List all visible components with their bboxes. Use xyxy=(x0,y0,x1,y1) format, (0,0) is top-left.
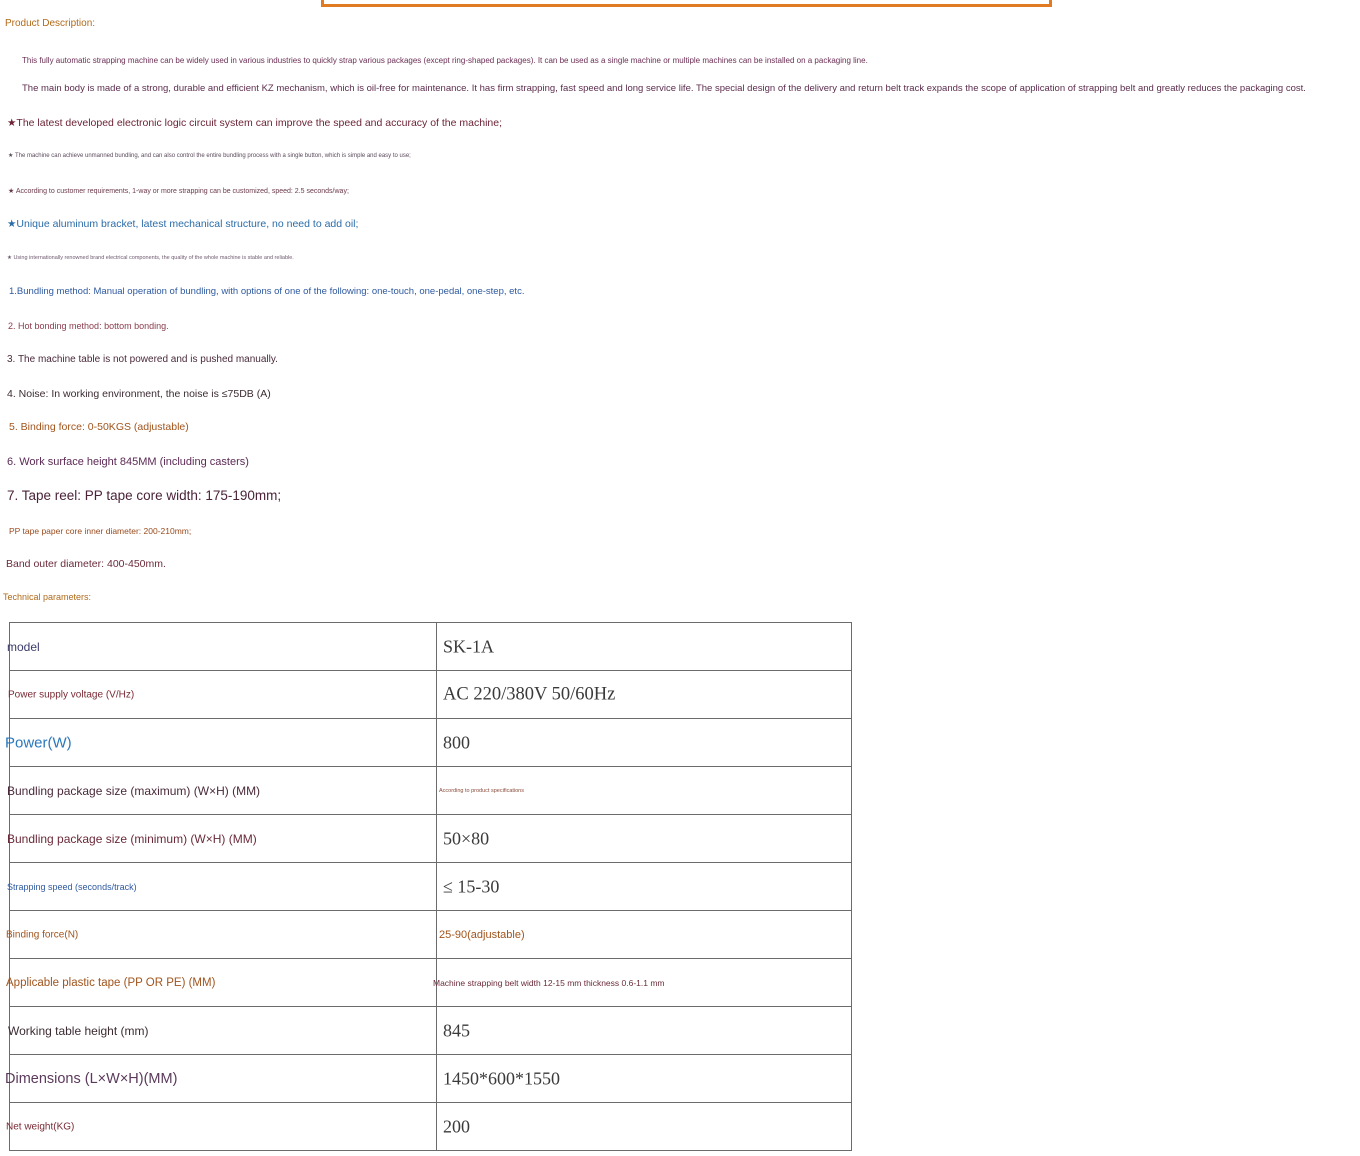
table-cell-label xyxy=(6,959,437,1007)
spec-item-2: 2. Hot bonding method: bottom bonding. xyxy=(8,321,169,331)
table-row xyxy=(10,1055,852,1103)
row-label: Power supply voltage (V/Hz) xyxy=(8,689,135,700)
table-cell-label xyxy=(10,1007,437,1055)
spec-item-3: 3. The machine table is not powered and is pushed manually. xyxy=(7,354,278,365)
table-cell-label xyxy=(7,863,437,911)
table-row xyxy=(10,959,852,1007)
row-label: Dimensions (L×W×H)(MM) xyxy=(5,1070,178,1087)
table-row xyxy=(10,671,852,719)
product-description-header: Product Description: xyxy=(5,18,96,29)
spec-item-5: 5. Binding force: 0-50KGS (adjustable) xyxy=(9,421,189,433)
table-cell-value xyxy=(437,863,852,911)
table-cell-value xyxy=(437,815,852,863)
table-cell-value xyxy=(437,623,852,671)
top-image-frame xyxy=(321,0,1052,7)
table-row xyxy=(10,767,852,815)
spec-item-4: 4. Noise: In working environment, the noise is ≤75DB (A) xyxy=(7,388,271,400)
spec-item-6: 6. Work surface height 845MM (including casters) xyxy=(7,456,249,468)
table-cell-value xyxy=(437,1007,852,1055)
table-cell-label xyxy=(7,623,437,671)
spec-item-1: 1.Bundling method: Manual operation of bundling, with options of one of the following: one-touch, one-pedal, one-step, etc. xyxy=(9,286,525,297)
table-cell-label xyxy=(6,1103,437,1151)
row-value: 1450*600*1550 xyxy=(443,1068,560,1088)
row-value: 50×80 xyxy=(443,828,490,848)
table-cell-label xyxy=(5,1055,437,1103)
row-label: Bundling package size (maximum) (W×H) (MM) xyxy=(7,783,261,798)
table-row xyxy=(10,1007,852,1055)
table-cell-label xyxy=(6,911,437,959)
table-cell-value xyxy=(437,911,852,959)
row-label: model xyxy=(7,639,40,654)
table-cell-value xyxy=(437,1055,852,1103)
feature-5: ★ Using internationally renowned brand electrical components, the quality of the whole machine is stable and reliable. xyxy=(7,255,294,261)
row-label: Applicable plastic tape (PP OR PE) (MM) xyxy=(6,976,216,989)
row-label: Net weight(KG) xyxy=(6,1121,75,1132)
row-value: According to product specifications xyxy=(439,787,524,794)
table-cell-label xyxy=(7,767,437,815)
table-row xyxy=(10,863,852,911)
technical-parameters-header: Technical parameters: xyxy=(3,592,92,602)
spec-item-7: 7. Tape reel: PP tape core width: 175-190mm; xyxy=(7,488,282,503)
feature-2: ★ The machine can achieve unmanned bundling, and can also control the entire bundling process with a single button, which is simple and easy to use; xyxy=(8,153,411,159)
table-cell-value xyxy=(437,719,852,767)
table-row xyxy=(10,911,852,959)
feature-4: ★Unique aluminum bracket, latest mechanical structure, no need to add oil; xyxy=(7,218,359,230)
row-value: 200 xyxy=(443,1116,470,1136)
feature-1: ★The latest developed electronic logic circuit system can improve the speed and accuracy of the machine; xyxy=(7,117,502,129)
row-value: Machine strapping belt width 12-15 mm thickness 0.6-1.1 mm xyxy=(433,977,665,988)
row-label: Bundling package size (minimum) (W×H) (MM) xyxy=(7,831,257,846)
row-label: Strapping speed (seconds/track) xyxy=(7,881,137,892)
row-value: SK-1A xyxy=(443,636,495,656)
table-cell-label xyxy=(7,815,437,863)
table-row xyxy=(10,815,852,863)
feature-3: ★ According to customer requirements, 1-way or more strapping can be customized, speed: 2.5 seconds/way; xyxy=(8,188,349,195)
spec-item-8: PP tape paper core inner diameter: 200-210mm; xyxy=(9,526,192,536)
table-cell-value xyxy=(437,1103,852,1151)
row-value: 800 xyxy=(443,732,470,752)
table-row xyxy=(10,719,852,767)
row-label: Working table height (mm) xyxy=(8,1023,149,1038)
table-row xyxy=(10,623,852,671)
table-cell-label xyxy=(10,671,437,719)
row-label: Binding force(N) xyxy=(6,929,79,940)
row-value: 25-90(adjustable) xyxy=(439,928,525,941)
row-value: 845 xyxy=(443,1020,470,1040)
table-row xyxy=(10,1103,852,1151)
row-value: AC 220/380V 50/60Hz xyxy=(443,684,616,704)
table-cell-value xyxy=(437,671,852,719)
description-line-1: This fully automatic strapping machine can be widely used in various industries to quickly strap various packages (except ring-shaped packages). It can be used as a single machine or multiple machines can be installed on a packaging line. xyxy=(22,56,868,65)
spec-item-9: Band outer diameter: 400-450mm. xyxy=(6,558,166,570)
description-line-2: The main body is made of a strong, durable and efficient KZ mechanism, which is oil-free for maintenance. It has firm strapping, fast speed and long service life. The special design of the delivery and return belt track expands the scope of application of strapping belt and greatly reduces the packaging cost. xyxy=(22,83,1306,94)
row-value: ≤ 15-30 xyxy=(443,876,500,896)
table-cell-value xyxy=(437,767,852,815)
technical-parameters-table xyxy=(5,622,852,1151)
table-cell-value xyxy=(433,959,852,1007)
table-cell-label xyxy=(5,719,437,767)
row-label: Power(W) xyxy=(5,734,72,751)
